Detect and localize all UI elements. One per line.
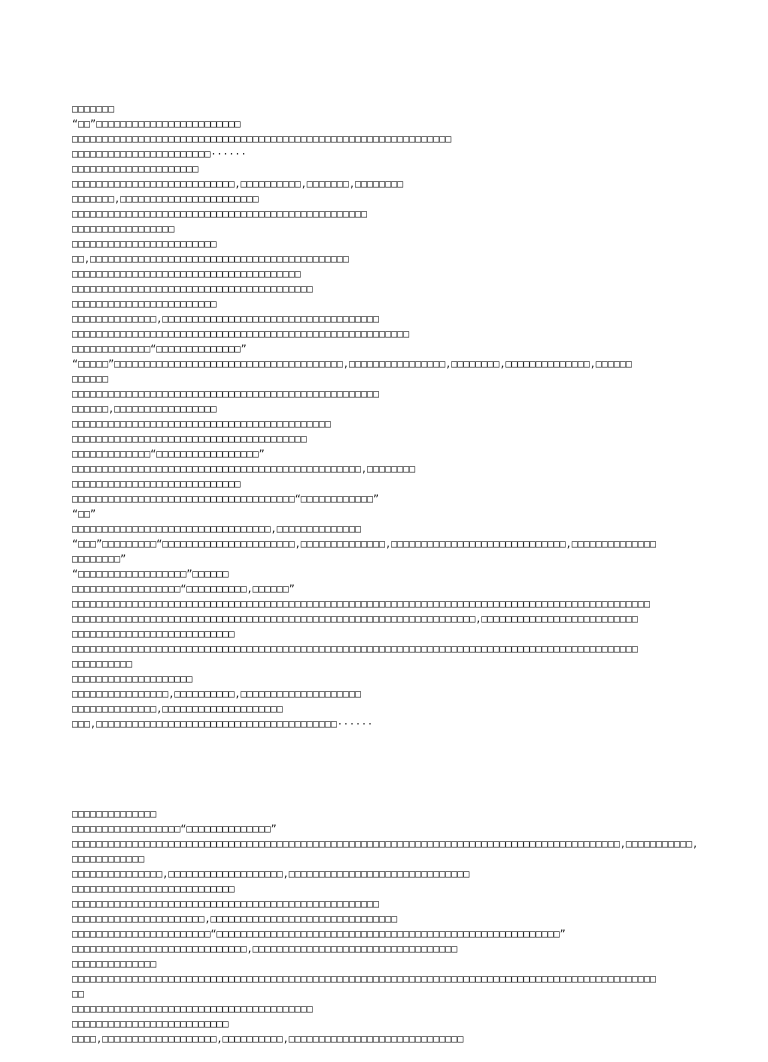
text-line: □□□□,□□□□□□□□□□□□□□□□□□□,□□□□□□□□□□,□□□□□□□□□□□□□□□□□□□□□□□□□□□□□ [72,1034,464,1045]
text-line: □□□□□□□□□□□□□□□□□□□□□□□□□□□□□□□□□□□□□□□□□□□□□□□□□□□□□□□□ [72,329,410,340]
text-line: □□□□□□□□□□□□□□□□□□□□□□□□□□□□□□□□□□□□□□ [72,269,301,280]
text-block-2 [72,807,712,1047]
document-page [72,72,712,1062]
text-line: □□□□□□□□□□□□□□□□□□□□□□□“□□□□□□□□□□□□□□□□□□□□□□□□□□□□□□□□□□□□□□□□□□□□□□□□□□□□□□□□□” [72,929,566,940]
text-line: □□ [72,989,85,1000]
text-line: □□□□□□□□□□□□□□□□□□□□□□□□□□□□□□□□□□□□□□□□□□□□□□□□□□□□□□□□□□□□□□□□□□□□□□□□□□□□□□□□□□□□□□□□□□□□□□ [72,644,638,655]
text-line: □□□□□□□□□□□□□□ [72,809,157,820]
text-line: □□□□□□□□□□□□□□□□□□□□□□□□□□ [72,1019,229,1030]
text-line: □□□□□□□□□□□□□□□□□□□□□□□□□□□□□□□□□□□□□□□□□□□□□□□□□□□□□□□□□□□□□□□ [72,134,452,145]
text-line: “□□□□□□□□□□□□□□□□□□”□□□□□□ [72,569,229,580]
text-line: “□□” [72,509,97,520]
text-line: “□□”□□□□□□□□□□□□□□□□□□□□□□□□ [72,119,241,130]
text-line: □□□□□□□□□□□□□□□□□□□□□□□□□□□□□□□□□□□□□“□□□□□□□□□□□□” [72,494,380,505]
text-line: □□□□□□□□□□□□□□□□□□□□ [72,674,193,685]
text-line: □□□□□□□□□□□□□“□□□□□□□□□□□□□□” [72,344,247,355]
text-line: □□□□□□□□□□□□□□□□□□□□□□□□□□□□□□□□□□□□□□□ [72,434,307,445]
text-line: □□□□□□□□□□□□□□□□□□□□□□□□□□□□□,□□□□□□□□□□□□□□□□□□□□□□□□□□□□□□□□□□ [72,944,458,955]
text-line: □□□□□□□,□□□□□□□□□□□□□□□□□□□□□□□ [72,194,259,205]
text-line: □□□□□□□□□□□□□□ [72,959,157,970]
text-line: □□□□□□□□□□□□□□□□□□□□□□□□□□□□□□□□□□□□□□□□□□□□□□□□□□□□□□□□□□□□□□□□□□□□□□□□□□□□□□□□□□□□□□□□□□□□□□□□ [72,599,650,610]
text-line: □□□□□□□□□□□□□□,□□□□□□□□□□□□□□□□□□□□□□□□□□□□□□□□□□□□ [72,314,380,325]
text-line: □□□□□□□□□□□□ [72,854,145,865]
text-line: □□□□□□□□□□□□□□□□□□□□□□□□□□□ [72,629,235,640]
text-line: □□□□□□□□□□ [72,659,133,670]
text-line: □□□□□□□□□□□□□□□□□□□□□□□□□□□□□□□□□□□□□□□□□□□□□□□□□□□□□□□□□□□□□□□□□□□,□□□□□□□□□□□□□□□□□□□□□□□□□□ [72,614,638,625]
text-block-1 [72,102,712,732]
text-line: □□□□□□□□□□□□□“□□□□□□□□□□□□□□□□□” [72,449,265,460]
text-line: □□□□□□□□□□□□□□□,□□□□□□□□□□□□□□□□□□□,□□□□□□□□□□□□□□□□□□□□□□□□□□□□□□ [72,869,470,880]
text-line: □□□□□□□□□□□□□□□□□□□□□□□□ [72,239,217,250]
text-line: □□□□□□□□□□□□□□,□□□□□□□□□□□□□□□□□□□□ [72,704,283,715]
text-line: □□□□□□□□□□□□□□□□□□□□□□□□□□□□□□□□□□□□□□□□□□□□□□□□□□□□□□□□□□□□□□□□□□□□□□□□□□□□□□□□□□□□□□□□□□□,□□□□□□□□□□□, [72,839,699,850]
text-line: □□□□□□□ [72,104,115,115]
text-line: □□□□□□□□□□□□□□□□□□□□□□□······ [72,149,247,160]
text-line: □□□□□□□□□□□□□□□□□□□□□□□□□□□□□□□□□□□□□□□□□□□ [72,419,331,430]
paragraph-gap [72,762,712,777]
text-line: □□□□□□□□□□□□□□□□□□□□□□□□□□□□□□□□□□□□□□□□□□□□□□□□,□□□□□□□□ [72,464,416,475]
text-line: □□□□□□□□□□□□□□□□□□□□□□,□□□□□□□□□□□□□□□□□□□□□□□□□□□□□□□ [72,914,398,925]
text-line: □□□□□□□□□□□□□□□□,□□□□□□□□□□,□□□□□□□□□□□□□□□□□□□□ [72,689,361,700]
text-line: □□□□□□ [72,374,109,385]
text-line: □□□□□□□□□□□□□□□□□□□□□□□□□□□□ [72,479,241,490]
text-line: □□□□□□□□□□□□□□□□□□“□□□□□□□□□□□□□□” [72,824,277,835]
text-line: □□□□□□□□□□□□□□□□□□□□□□□□□□□□□□□□□□□□□□□□□□□□□□□□□ [72,209,368,220]
text-line: □□,□□□□□□□□□□□□□□□□□□□□□□□□□□□□□□□□□□□□□□□□□□□ [72,254,349,265]
text-line: □□□□□□,□□□□□□□□□□□□□□□□□ [72,404,217,415]
text-line: □□□□□□□□□□□□□□□□□□□□□□□□□□□□□□□□□□□□□□□□□□□□□□□□□□□ [72,899,380,910]
text-line: □□□□□□□□□□□□□□□□□□□□□□□□□□□□□□□□□□□□□□□□ [72,284,313,295]
text-line: □□□□□□□□□□□□□□□□□□□□□□□□ [72,299,217,310]
text-line: □□□□□□□□□□□□□□□□□□□□□□□□□□□ [72,884,235,895]
text-line: □□□□□□□□□□□□□□□□□□□□□□□□□□□□□□□□□□□□□□□□ [72,1004,313,1015]
text-line: “□□□□□”□□□□□□□□□□□□□□□□□□□□□□□□□□□□□□□□□□□□□□,□□□□□□□□□□□□□□□□,□□□□□□□□,□□□□□□□□□□□□□□,□□□□□□ [72,359,632,370]
text-line: “□□□”□□□□□□□□□“□□□□□□□□□□□□□□□□□□□□□□,□□□□□□□□□□□□□□,□□□□□□□□□□□□□□□□□□□□□□□□□□□□□,□□□□□□□□□□□□□□ [72,539,656,550]
text-line: □□□□□□□□” [72,554,127,565]
text-line: □□□□□□□□□□□□□□□□□□□□□ [72,164,199,175]
text-line: □□□□□□□□□□□□□□□□□□□□□□□□□□□□□□□□□□□□□□□□□□□□□□□□□□□□□□□□□□□□□□□□□□□□□□□□□□□□□□□□□□□□□□□□□□□□□□□□□ [72,974,656,985]
text-line: □□□□□□□□□□□□□□□□□□“□□□□□□□□□□,□□□□□□” [72,584,295,595]
text-line: □□□□□□□□□□□□□□□□□□□□□□□□□□□□□□□□□,□□□□□□□□□□□□□□ [72,524,361,535]
text-line: □□□□□□□□□□□□□□□□□□□□□□□□□□□□□□□□□□□□□□□□□□□□□□□□□□□ [72,389,380,400]
text-line: □□□,□□□□□□□□□□□□□□□□□□□□□□□□□□□□□□□□□□□□□□□□······ [72,719,374,730]
text-line: □□□□□□□□□□□□□□□□□□□□□□□□□□□,□□□□□□□□□□,□□□□□□□,□□□□□□□□ [72,179,404,190]
text-line: □□□□□□□□□□□□□□□□□ [72,224,175,235]
